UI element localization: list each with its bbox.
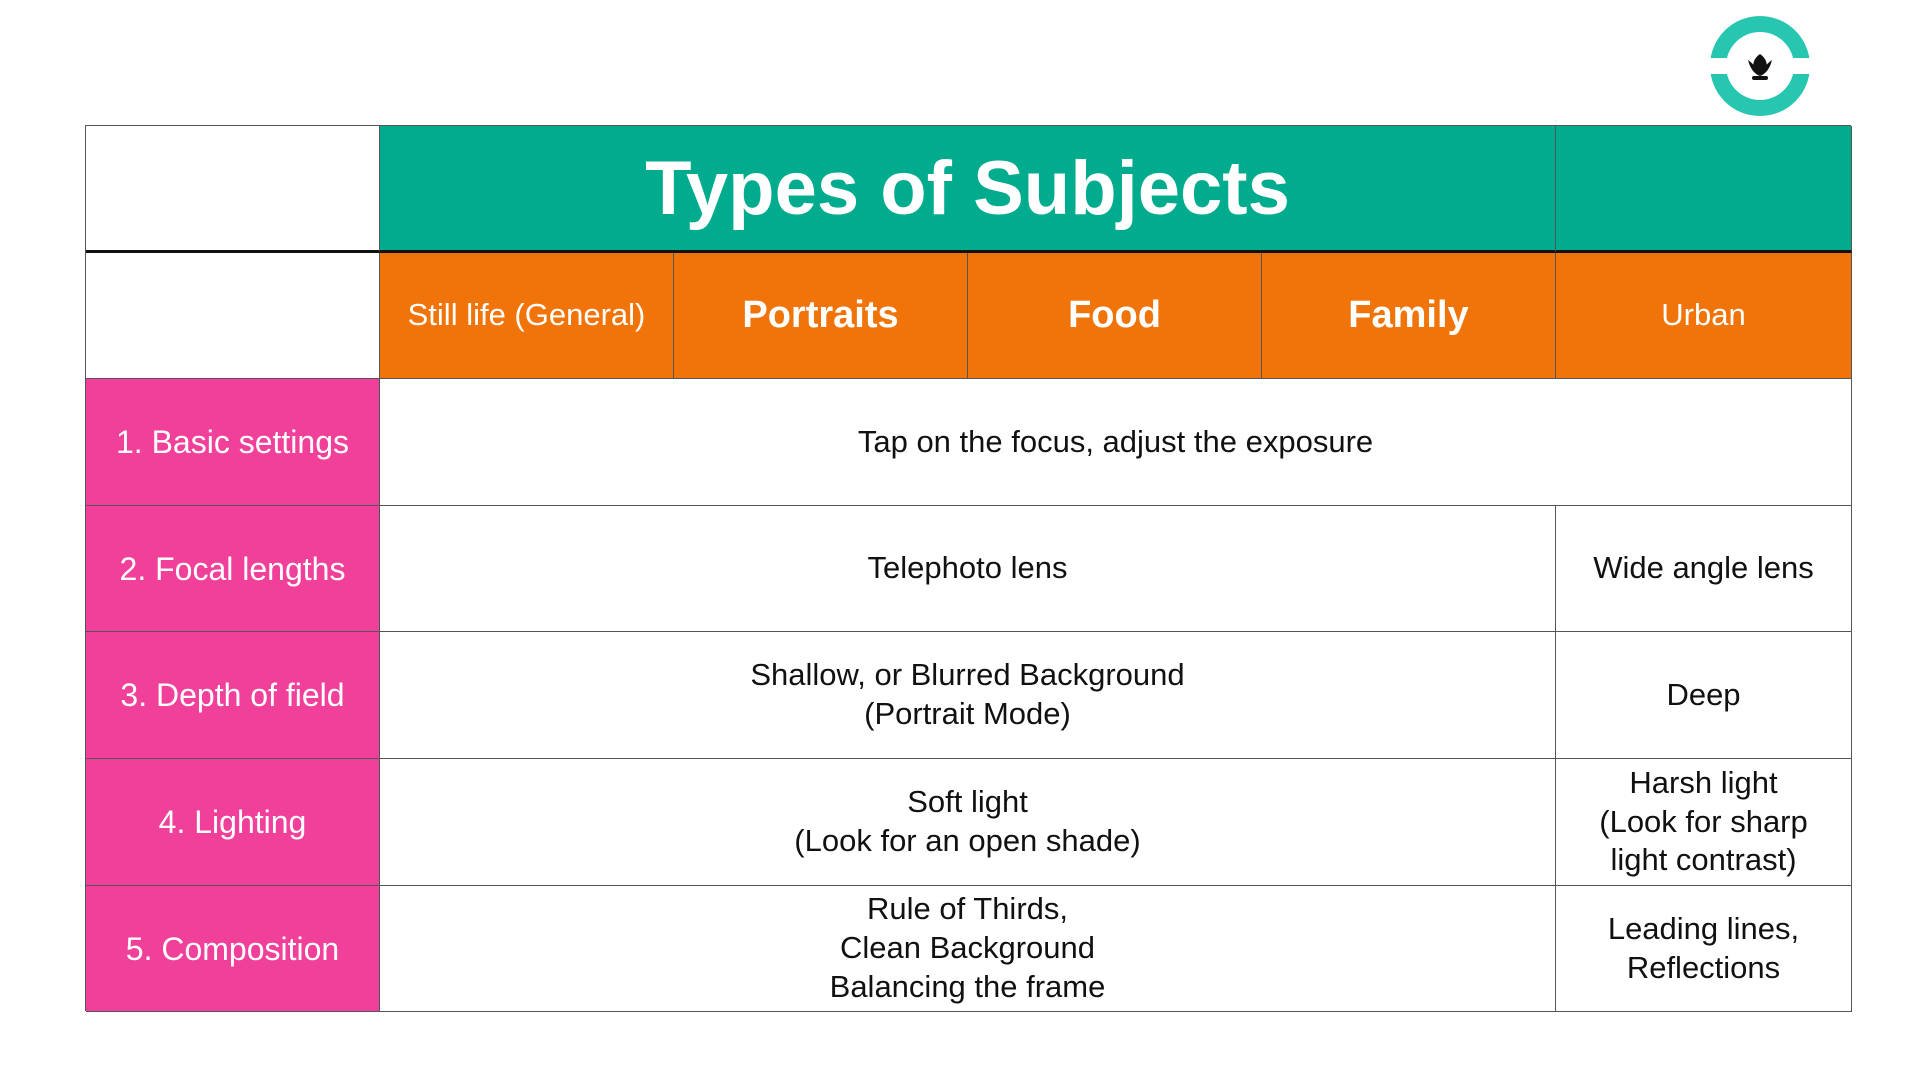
subject-header-food: Food [968, 253, 1262, 379]
depth-of-field-value: Shallow, or Blurred Background (Portrait Mode) [380, 632, 1556, 759]
row-label-composition: 5. Composition [86, 886, 380, 1012]
table-title: Types of Subjects [380, 126, 1556, 253]
corner-cell-subjects [86, 253, 380, 379]
corner-cell-top [86, 126, 380, 253]
focal-lengths-value: Telephoto lens [380, 506, 1556, 632]
subject-header-portraits: Portraits [674, 253, 968, 379]
focal-lengths-urban-value: Wide angle lens [1556, 506, 1852, 632]
row-label-depth-of-field: 3. Depth of field [86, 632, 380, 759]
subject-header-family: Family [1262, 253, 1556, 379]
depth-of-field-urban-value: Deep [1556, 632, 1852, 759]
row-label-focal-lengths: 2. Focal lengths [86, 506, 380, 632]
title-extension-cell [1556, 126, 1852, 253]
lighting-urban-value: Harsh light (Look for sharp light contrast) [1556, 759, 1852, 886]
photo-logo-icon [1708, 14, 1812, 118]
subject-header-urban: Urban [1556, 253, 1852, 379]
composition-value: Rule of Thirds, Clean Background Balancing the frame [380, 886, 1556, 1012]
lighting-value: Soft light (Look for an open shade) [380, 759, 1556, 886]
composition-urban-value: Leading lines, Reflections [1556, 886, 1852, 1012]
row-label-basic-settings: 1. Basic settings [86, 379, 380, 506]
row-label-lighting: 4. Lighting [86, 759, 380, 886]
basic-settings-value: Tap on the focus, adjust the exposure [380, 379, 1852, 506]
subject-header-still-life: Still life (General) [380, 253, 674, 379]
subjects-table [85, 125, 1851, 1011]
